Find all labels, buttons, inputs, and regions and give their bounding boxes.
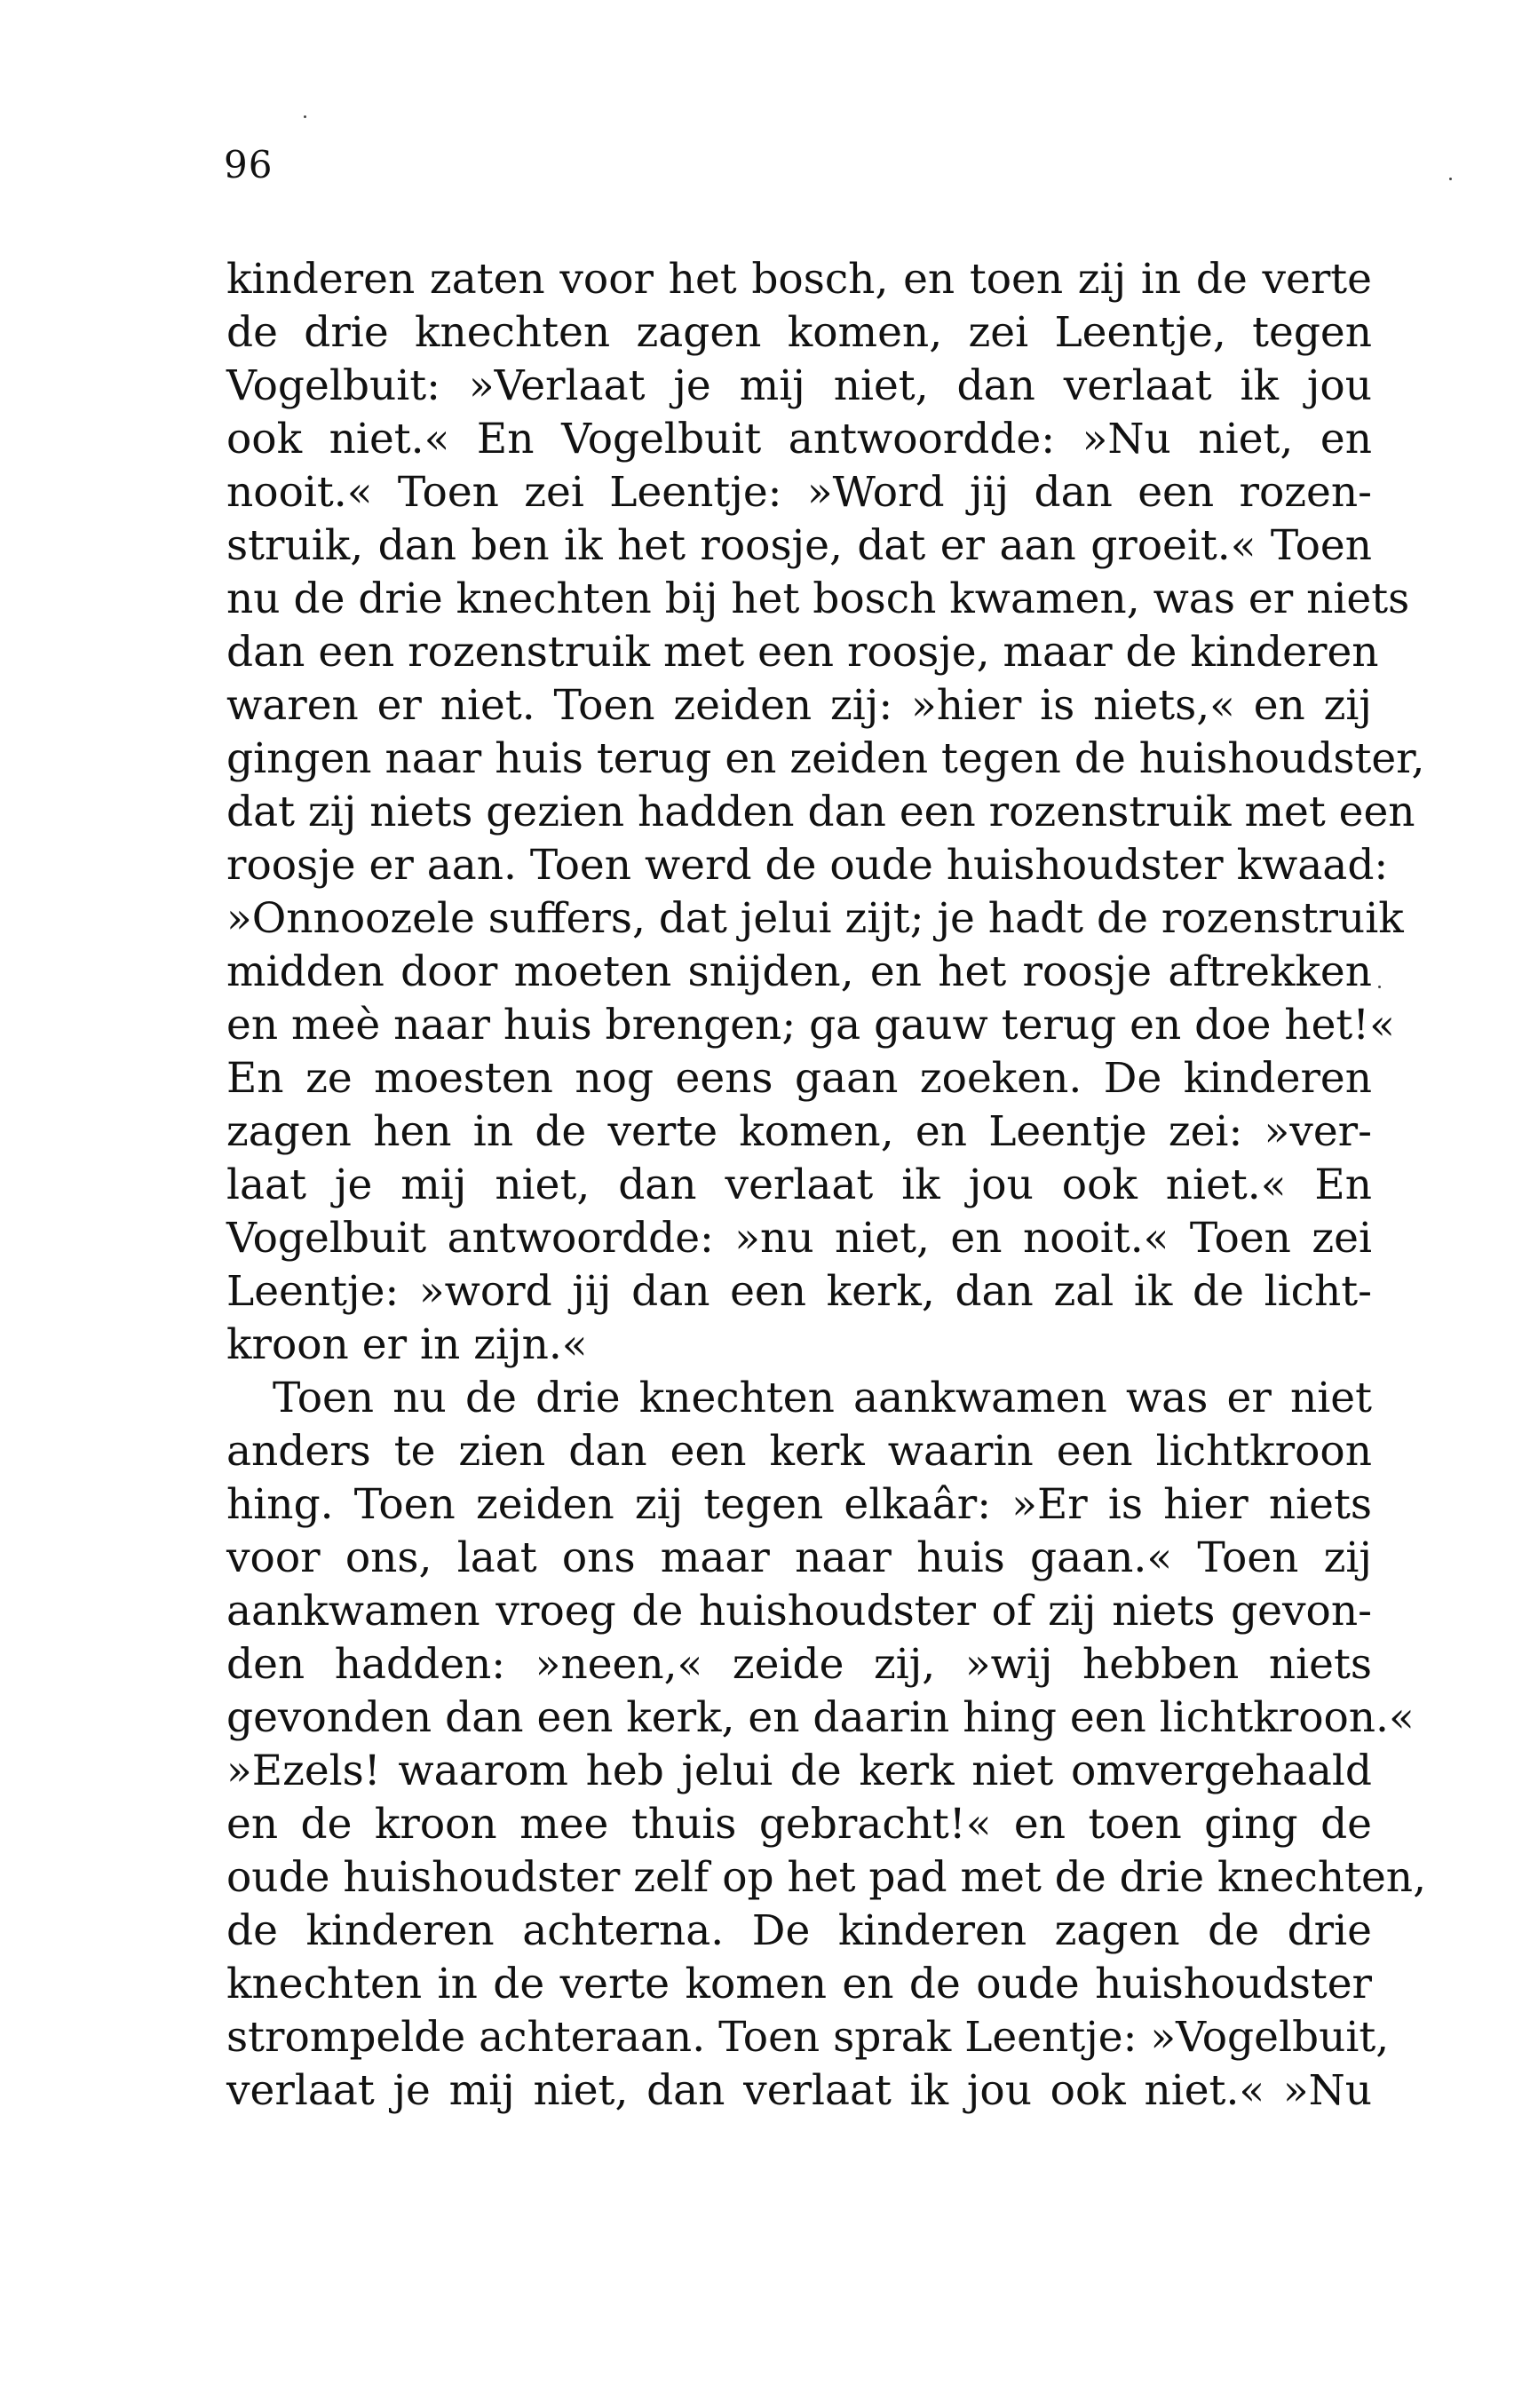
text-line: Toen nu de drie knechten aankwamen was er niet bbox=[273, 1374, 1372, 1422]
text-line: strompelde achteraan. Toen sprak Leentje: »Vogelbuit, bbox=[226, 2013, 1390, 2062]
text-line: verlaat je mij niet, dan verlaat ik jou ook niet.« »Nu bbox=[226, 2066, 1372, 2115]
text-line: kinderen zaten voor het bosch, en toen zij in de verte bbox=[226, 255, 1372, 304]
page-number: 96 bbox=[224, 143, 273, 186]
text-line: knechten in de verte komen en de oude huishoudster bbox=[226, 1960, 1372, 2008]
text-line: En ze moesten nog eens gaan zoeken. De kinderen bbox=[226, 1054, 1372, 1103]
text-line: midden door moeten snijden, en het roosje aftrekken bbox=[226, 947, 1372, 996]
text-line: »Ezels! waarom heb jelui de kerk niet omvergehaald bbox=[226, 1747, 1372, 1795]
text-line: waren er niet. Toen zeiden zij: »hier is niets,« en zij bbox=[226, 681, 1372, 730]
body-text bbox=[226, 253, 1427, 2118]
text-line: den hadden: »neen,« zeide zij, »wij hebben niets bbox=[226, 1640, 1372, 1689]
text-line: ook niet.« En Vogelbuit antwoordde: »Nu niet, en bbox=[226, 415, 1372, 463]
text-line: voor ons, laat ons maar naar huis gaan.« Toen zij bbox=[226, 1533, 1372, 1582]
text-line: roosje er aan. Toen werd de oude huishoudster kwaad: bbox=[226, 841, 1389, 890]
text-line: dat zij niets gezien hadden dan een rozenstruik met een bbox=[226, 788, 1415, 836]
text-line: anders te zien dan een kerk waarin een lichtkroon bbox=[226, 1427, 1372, 1476]
paragraph-2 bbox=[226, 1372, 1427, 2118]
text-line: gingen naar huis terug en zeiden tegen de huishoudster, bbox=[226, 734, 1425, 783]
text-line: laat je mij niet, dan verlaat ik jou ook niet.« En bbox=[226, 1160, 1372, 1209]
text-line: nu de drie knechten bij het bosch kwamen, was er niets bbox=[226, 574, 1410, 623]
text-line: aankwamen vroeg de huishoudster of zij niets gevon- bbox=[226, 1587, 1372, 1636]
text-line: zagen hen in de verte komen, en Leentje zei: »ver- bbox=[226, 1107, 1372, 1156]
paper-speck bbox=[304, 115, 306, 118]
paragraph-1 bbox=[226, 253, 1425, 1372]
text-line: oude huishoudster zelf op het pad met de drie knechten, bbox=[226, 1853, 1427, 1902]
text-line: »Onnoozele suffers, dat jelui zijt; je hadt de rozenstruik bbox=[226, 894, 1404, 943]
text-line: nooit.« Toen zei Leentje: »Word jij dan een rozen- bbox=[226, 468, 1372, 517]
text-line: en meè naar huis brengen; ga gauw terug en doe het!« bbox=[226, 1001, 1395, 1050]
text-line: de drie knechten zagen komen, zei Leentje, tegen bbox=[226, 308, 1372, 357]
text-line: hing. Toen zeiden zij tegen elkaâr: »Er is hier niets bbox=[226, 1480, 1372, 1529]
text-line: kroon er in zijn.« bbox=[226, 1320, 588, 1369]
text-line: struik, dan ben ik het roosje, dat er aan groeit.« Toen bbox=[226, 521, 1372, 570]
text-line: dan een rozenstruik met een roosje, maar de kinderen bbox=[226, 628, 1379, 677]
text-line: Vogelbuit: »Verlaat je mij niet, dan verlaat ik jou bbox=[226, 361, 1372, 410]
text-line: en de kroon mee thuis gebracht!« en toen ging de bbox=[226, 1800, 1372, 1849]
text-line: de kinderen achterna. De kinderen zagen de drie bbox=[226, 1906, 1372, 1955]
paper-speck bbox=[1449, 178, 1452, 180]
text-line: gevonden dan een kerk, en daarin hing een lichtkroon.« bbox=[226, 1693, 1415, 1742]
text-line: Leentje: »word jij dan een kerk, dan zal ik de licht- bbox=[226, 1267, 1372, 1316]
text-line: Vogelbuit antwoordde: »nu niet, en nooit.« Toen zei bbox=[226, 1214, 1372, 1263]
paper-speck bbox=[1378, 986, 1381, 988]
